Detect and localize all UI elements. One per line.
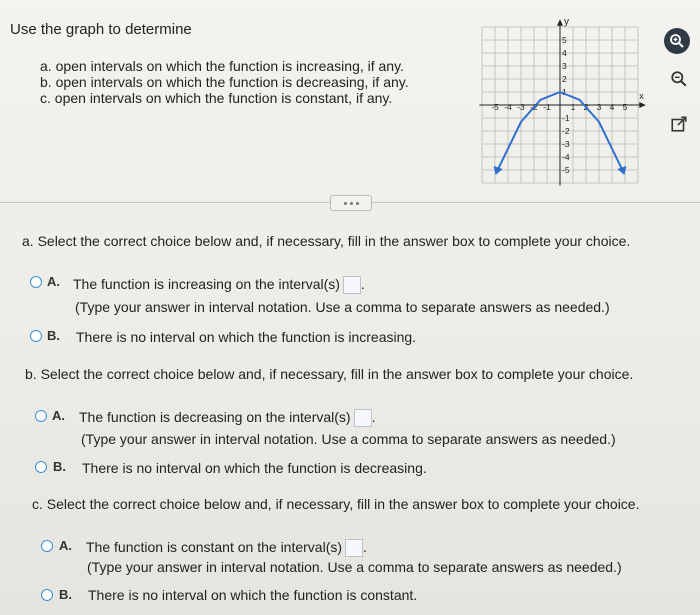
part-b-choice-b-letter: B. [53, 459, 66, 474]
zoom-in-icon [669, 33, 685, 49]
part-c-question: c. Select the correct choice below and, if necessary, fill in the answer box to complete your choice. [32, 496, 640, 512]
y-axis-label: y [564, 16, 569, 28]
external-link-icon [670, 115, 688, 133]
part-c-answer-box[interactable] [345, 539, 363, 557]
instructions-list [40, 58, 409, 106]
x-axis-label: x [639, 91, 644, 101]
part-b-hint: (Type your answer in interval notation. Use a comma to separate answers as needed.) [81, 431, 616, 447]
y-tick-label: -4 [562, 152, 570, 162]
part-a-hint: (Type your answer in interval notation. Use a comma to separate answers as needed.) [75, 299, 610, 315]
open-new-window-button[interactable] [666, 111, 692, 137]
part-b-choice-b-text: There is no interval on which the function is decreasing. [82, 460, 427, 476]
y-tick-label: 2 [562, 74, 567, 84]
part-c-choice-b-letter: B. [59, 587, 72, 602]
x-tick-label: -3 [517, 102, 525, 112]
y-tick-label: 1 [562, 87, 567, 97]
x-tick-label: -5 [491, 102, 499, 112]
expand-handle[interactable] [330, 195, 372, 211]
y-tick-label: 3 [562, 61, 567, 71]
part-a-choice-b-letter: B. [47, 328, 60, 343]
y-tick-label: -2 [562, 126, 570, 136]
part-b-answer-box[interactable] [354, 409, 372, 427]
x-tick-label: -2 [530, 102, 538, 112]
part-a-choice-a-radio[interactable] [30, 276, 42, 288]
part-a-choice-a: The function is increasing on the interval(s) . [73, 276, 365, 294]
x-tick-label: 1 [570, 102, 576, 112]
y-tick-label: -1 [562, 113, 570, 123]
part-b-choice-b-radio[interactable] [35, 461, 47, 473]
part-a-choice-a-text: The function is increasing on the interval(s) [73, 276, 340, 292]
x-tick-label: -4 [504, 102, 512, 112]
part-c-choice-a-text: The function is constant on the interval(s) [86, 539, 343, 555]
part-a-question: a. Select the correct choice below and, if necessary, fill in the answer box to complete your choice. [22, 233, 631, 249]
part-c-hint: (Type your answer in interval notation. Use a comma to separate answers as needed.) [87, 559, 622, 575]
part-a-choice-a-letter: A. [47, 274, 60, 289]
instruction-c: c. open intervals on which the function is constant, if any. [40, 90, 393, 106]
part-a-choice-b-text: There is no interval on which the function is increasing. [76, 329, 417, 345]
part-b-choice-a: The function is decreasing on the interval(s) . [79, 409, 375, 427]
part-c-choice-b-text: There is no interval on which the function is constant. [88, 587, 418, 603]
part-a-choice-b-radio[interactable] [30, 330, 42, 342]
question-title: Use the graph to determine [10, 21, 192, 38]
instruction-a: a. open intervals on which the function is increasing, if any. [40, 58, 404, 74]
zoom-out-icon [670, 70, 688, 88]
x-tick-label: 2 [583, 102, 589, 112]
question-header [0, 0, 700, 202]
part-b-choice-a-text: The function is decreasing on the interval(s) [79, 409, 351, 425]
part-c-choice-a-letter: A. [59, 538, 72, 553]
x-tick-label: 3 [596, 102, 602, 112]
x-tick-label: -1 [543, 102, 551, 112]
x-tick-label: 5 [622, 102, 628, 112]
y-tick-label: -3 [562, 139, 570, 149]
part-c-choice-a-radio[interactable] [41, 540, 53, 552]
part-c-choice-a: The function is constant on the interval(s) . [86, 539, 367, 557]
part-a-answer-box[interactable] [343, 276, 361, 294]
y-axis-arrow [557, 19, 563, 26]
part-c-choice-b-radio[interactable] [41, 589, 53, 601]
y-tick-label: -5 [562, 165, 570, 175]
part-b-question: b. Select the correct choice below and, if necessary, fill in the answer box to complete your choice. [25, 366, 634, 382]
y-tick-label: 5 [562, 35, 567, 45]
instruction-b: b. open intervals on which the function is decreasing, if any. [40, 74, 409, 90]
part-b-choice-a-radio[interactable] [35, 410, 47, 422]
x-axis-arrow [639, 102, 646, 108]
x-tick-label: 4 [609, 102, 615, 112]
y-tick-label: 4 [562, 48, 567, 58]
function-graph [490, 16, 650, 192]
zoom-in-button[interactable] [664, 28, 690, 54]
part-b-choice-a-letter: A. [52, 408, 65, 423]
zoom-out-button[interactable] [666, 66, 692, 92]
